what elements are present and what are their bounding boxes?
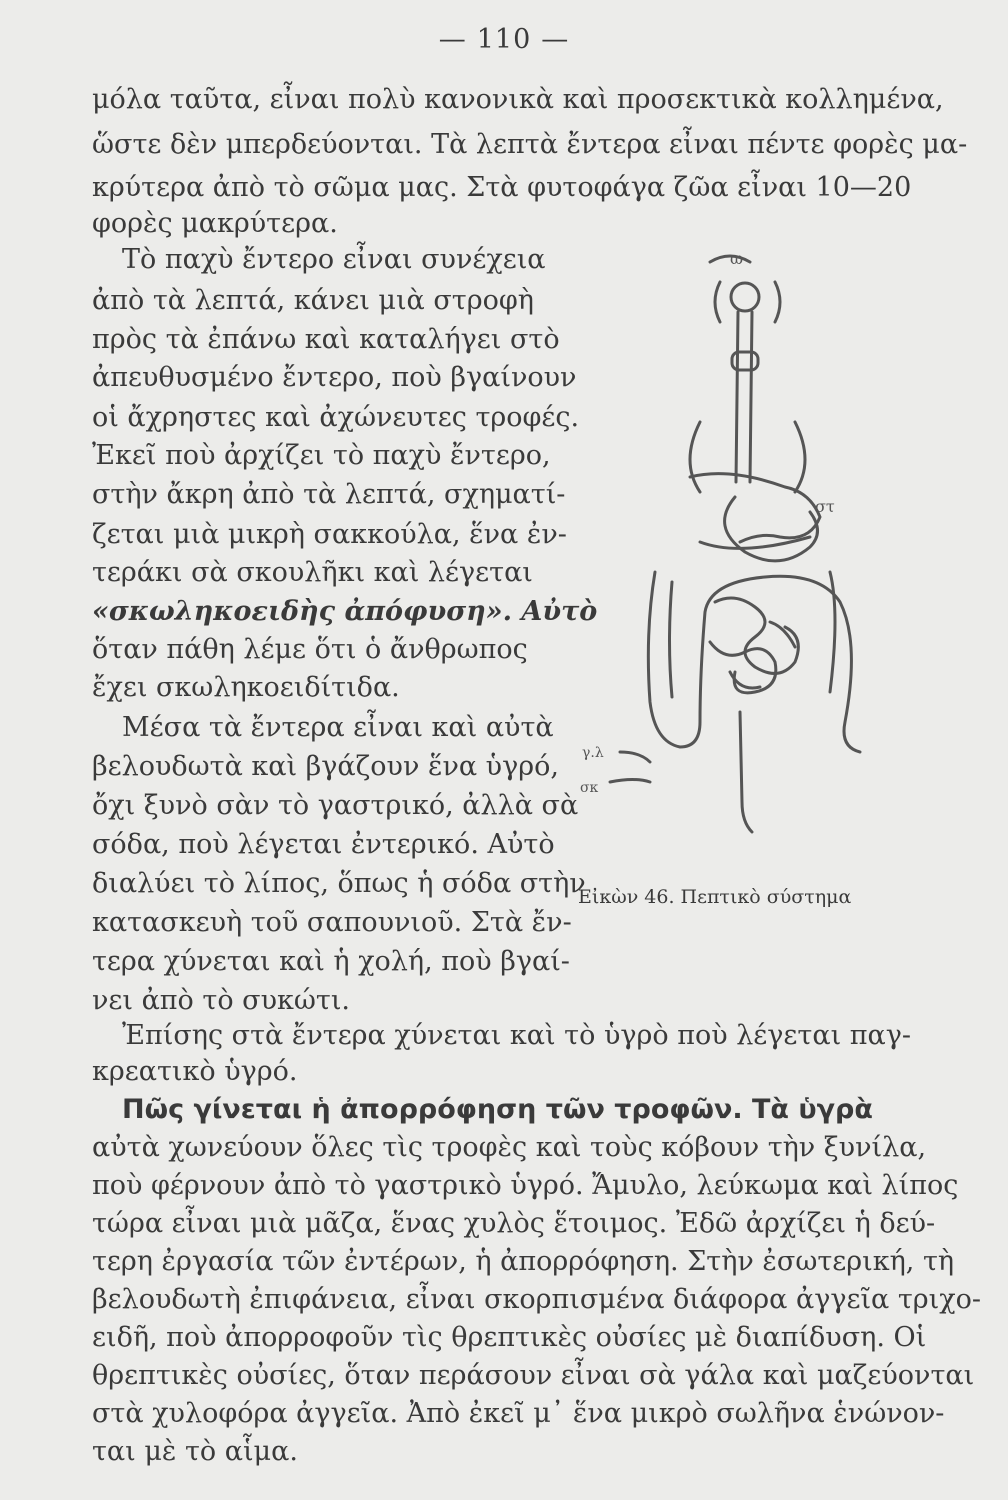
text-line: Τὸ παχὺ ἔντερο εἶναι συνέχεια xyxy=(122,244,546,275)
figure-label: στ xyxy=(815,497,835,516)
text-line: στὰ χυλοφόρα ἀγγεῖα. Ἀπὸ ἐκεῖ μ᾽ ἕνα μικρὸ σωλῆνα ἑνώνον- xyxy=(92,1398,945,1429)
text-line: τεράκι σὰ σκουλῆκι καὶ λέγεται xyxy=(92,557,533,588)
text-line: ειδῆ, ποὺ ἀπορροφοῦν τὶς θρεπτικὲς οὐσίες μὲ διαπίδυση. Οἱ xyxy=(92,1322,927,1353)
text-line: θρεπτικὲς οὐσίες, ὅταν περάσουν εἶναι σὰ γάλα καὶ μαζεύονται xyxy=(92,1360,975,1391)
digestive-system-illustration xyxy=(560,242,920,882)
text-line: τερα χύνεται καὶ ἡ χολή, ποὺ βγαί- xyxy=(92,946,570,977)
text-line: Μέσα τὰ ἔντερα εἶναι καὶ αὐτὰ xyxy=(122,712,554,743)
page-number xyxy=(0,24,1008,55)
text-line: ἀπευθυσμένο ἔντερο, ποὺ βγαίνουν xyxy=(92,362,577,393)
text-line: πρὸς τὰ ἐπάνω καὶ καταλήγει στὸ xyxy=(92,324,560,355)
text-line: «σκωληκοειδὴς ἀπόφυση». Αὐτὸ xyxy=(92,596,598,627)
figure-caption: Εἰκὼν 46. Πεπτικὸ σύστημα xyxy=(578,886,852,908)
figure-label: σκ xyxy=(580,780,599,796)
text-line: ποὺ φέρνουν ἀπὸ τὸ γαστρικὸ ὑγρό. Ἄμυλο, λεύκωμα καὶ λίπος xyxy=(92,1170,959,1201)
text-line: ἔχει σκωληκοειδίτιδα. xyxy=(92,672,400,703)
text-line: μόλα ταῦτα, εἶναι πολὺ κανονικὰ καὶ προσεκτικὰ κολλημένα, xyxy=(92,84,944,115)
text-line: τώρα εἶναι μιὰ μᾶζα, ἕνας χυλὸς ἕτοιμος. Ἐδῶ ἀρχίζει ἡ δεύ- xyxy=(92,1208,936,1239)
text-line: ὅταν πάθη λέμε ὅτι ὁ ἄνθρωπος xyxy=(92,634,528,665)
figure-label: ω xyxy=(730,249,744,268)
text-line: σόδα, ποὺ λέγεται ἐντερικό. Αὐτὸ xyxy=(92,829,555,860)
figure-label: γ.λ xyxy=(582,745,604,761)
text-line: διαλύει τὸ λίπος, ὅπως ἡ σόδα στὴν xyxy=(92,868,586,899)
text-line: οἱ ἄχρηστες καὶ ἀχώνευτες τροφές. xyxy=(92,402,580,433)
section-heading-line: Πῶς γίνεται ἡ ἀπορρόφηση τῶν τροφῶν. Τὰ ὑγρὰ xyxy=(122,1094,873,1125)
text-line: κρύτερα ἀπὸ τὸ σῶμα μας. Στὰ φυτοφάγα ζῶα εἶναι 10—20 xyxy=(92,172,912,203)
text-line: νει ἀπὸ τὸ συκώτι. xyxy=(92,985,351,1016)
page-number-value: 110 xyxy=(476,24,532,55)
text-line: τερη ἐργασία τῶν ἐντέρων, ἡ ἀπορρόφηση. Στὴν ἐσωτερική, τὴ xyxy=(92,1246,955,1277)
text-line: ὄχι ξυνὸ σὰν τὸ γαστρικό, ἀλλὰ σὰ xyxy=(92,790,579,821)
text-line: ται μὲ τὸ αἷμα. xyxy=(92,1436,298,1467)
text-line: ἀπὸ τὰ λεπτά, κάνει μιὰ στροφὴ xyxy=(92,285,534,316)
text-line: Ἐπίσης στὰ ἔντερα χύνεται καὶ τὸ ὑγρὸ ποὺ λέγεται παγ- xyxy=(122,1020,911,1051)
page-number-dash: — xyxy=(438,24,467,55)
text-line: ὥστε δὲν μπερδεύονται. Τὰ λεπτὰ ἔντερα εἶναι πέντε φορὲς μα- xyxy=(92,129,968,160)
text-line: κατασκευὴ τοῦ σαπουνιοῦ. Στὰ ἔν- xyxy=(92,907,572,938)
text-line: κρεατικὸ ὑγρό. xyxy=(92,1056,298,1087)
text-line: αὐτὰ χωνεύουν ὅλες τὶς τροφὲς καὶ τοὺς κόβουν τὴν ξυνίλα, xyxy=(92,1132,927,1163)
text-line: βελουδωτὰ καὶ βγάζουν ἕνα ὑγρό, xyxy=(92,751,559,782)
digestive-system-figure xyxy=(560,242,920,882)
text-line: φορὲς μακρύτερα. xyxy=(92,208,338,239)
text-line: βελουδωτὴ ἐπιφάνεια, εἶναι σκορπισμένα διάφορα ἀγγεῖα τριχο- xyxy=(92,1284,981,1315)
text-line: Ἐκεῖ ποὺ ἀρχίζει τὸ παχὺ ἔντερο, xyxy=(92,440,551,471)
text-line: ζεται μιὰ μικρὴ σακκούλα, ἕνα ἐν- xyxy=(92,519,567,550)
text-line: στὴν ἄκρη ἀπὸ τὰ λεπτά, σχηματί- xyxy=(92,479,566,510)
page-number-dash: — xyxy=(541,24,570,55)
